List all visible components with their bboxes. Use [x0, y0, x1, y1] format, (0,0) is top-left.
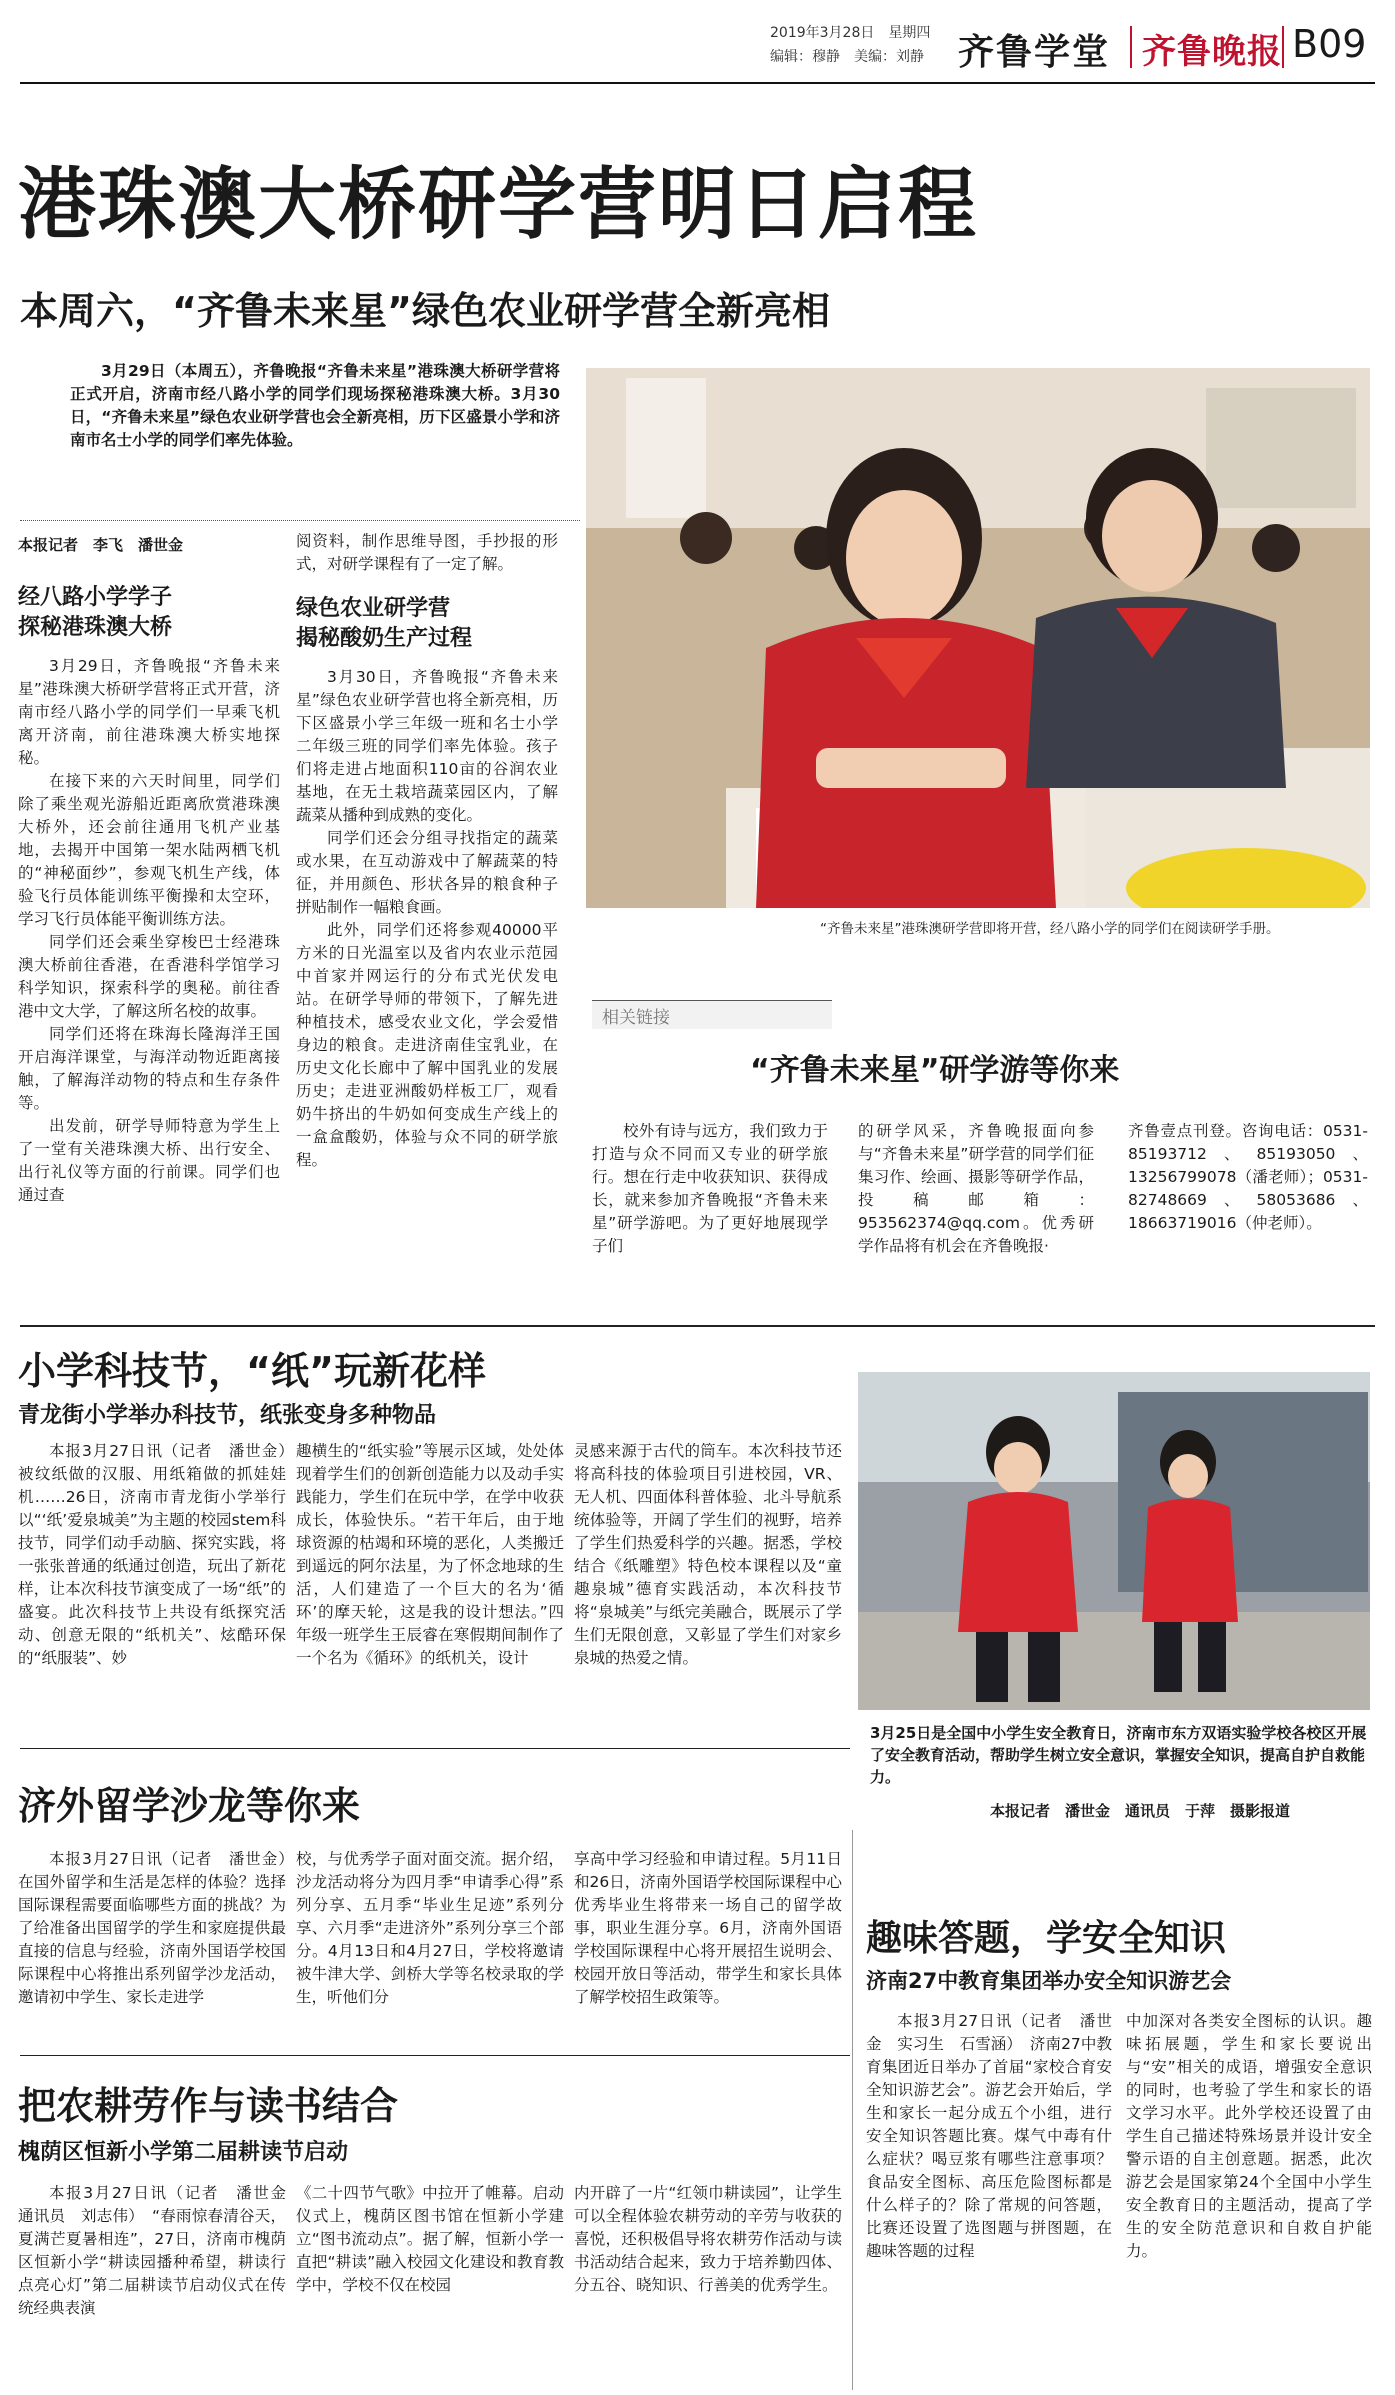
- study-col1: 本报3月27日讯（记者 潘世金） 在国外留学和生活是怎样的体验？选择国际课程需要面临哪些方面的挑战？为了给准备出国留学的学生和家庭提供最直接的信息与经验，济南外国语学校国际课程中心将推出系列留学沙龙活动，邀请初中学生、家长走进学: [18, 1850, 286, 2006]
- paragraph: 同学们还将在珠海长隆海洋王国开启海洋课堂，与海洋动物近距离接触，了解海洋动物的特点和生存条件等。: [18, 1025, 280, 1112]
- safety-col2: 中加深对各类安全图标的认识。趣味拓展题，学生和家长要说出与“安”相关的成语，增强安全意识的同时，也考验了学生和家长的语文学习水平。此外学校还设置了由学生自己描述特殊场景并设计安全警示语的自主创意题。据悉，此次游艺会是国家第24个全国中小学生安全教育日的主题活动，提高了学生的安全防范意识和自救自护能力。: [1126, 2012, 1372, 2260]
- safety-headline: 趣味答题，学安全知识: [866, 1918, 1227, 1959]
- lead-intro: 3月29日（本周五），齐鲁晚报“齐鲁未来星”港珠澳大桥研学营将正式开启，济南市经八路小学的同学们现场探秘港珠澳大桥。3月30日，“齐鲁未来星”绿色农业研学营也会全新亮相，历下区盛景小学和济南市名士小学的同学们率先体验。: [70, 362, 560, 449]
- paragraph: 3月30日，齐鲁晚报“齐鲁未来星”绿色农业研学营也将全新亮相，历下区盛景小学三年级一班和名士小学二年级三班的同学们率先体验。孩子们将走进占地面积110亩的谷润农业基地，在无土栽培蔬菜园区内，了解蔬菜从播种到成熟的变化。: [296, 668, 558, 824]
- related-col3: 齐鲁壹点刊登。咨询电话：0531-85193712、85193050、13256799078（潘老师）；0531-82748669、58053686、18663719016（仲老师）。: [1128, 1122, 1368, 1232]
- study-col2: 校，与优秀学子面对面交流。据介绍，沙龙活动将分为四月季“申请季心得”系列分享、五月季“毕业生足迹”系列分享、六月季“走进济外”系列分享三个部分。4月13日和4月27日，学校将邀请被牛津大学、剑桥大学等名校录取的学生，听他们分: [296, 1850, 564, 2006]
- paragraph: 同学们还会乘坐穿梭巴士经港珠澳大桥前往香港，在香港科学馆学习科学知识，探索科学的奥秘。前往香港中文大学，了解这所名校的故事。: [18, 933, 280, 1020]
- lead-col2: [296, 530, 558, 1315]
- science-col3: 灵感来源于古代的筒车。本次科技节还将高科技的体验项目引进校园，VR、无人机、四面体科普体验、北斗导航系统体验等，开阔了学生们的视野，培养了学生们热爱科学的兴趣。据悉，学校结合《纸雕塑》特色校本课程以及“童趣泉城”德育实践活动，本次科技节将“泉城美”与纸完美融合，既展示了学生们无限创意，又彰显了学生们对家乡泉城的热爱之情。: [574, 1442, 842, 1667]
- reading-col2: 《二十四节气歌》中拉开了帷幕。启动仪式上，槐荫区图书馆在恒新小学建立“图书流动点”。据了解，恒新小学一直把“耕读”融入校园文化建设和教育教学中，学校不仅在校园: [296, 2184, 564, 2294]
- science-headline: 小学科技节，“纸”玩新花样: [18, 1349, 486, 1393]
- safety-subheadline: 济南27中教育集团举办安全知识游艺会: [866, 1969, 1232, 1993]
- classroom-photo: [586, 368, 1370, 908]
- safety-drill-illustration: [858, 1372, 1370, 1710]
- paragraph: 此外，同学们还将参观40000平方米的日光温室以及省内农业示范园中首家并网运行的分布式光伏发电站。在研学导师的带领下，了解先进种植技术，感受农业文化，学会爱惜身边的粮食。走进济南佳宝乳业，在历史文化长廊中了解中国乳业的发展历史；走进亚洲酸奶样板工厂，观看奶牛挤出的牛奶如何变成生产线上的一盒盒酸奶，体验与众不同的研学旅程。: [296, 921, 558, 1169]
- reading-subheadline: 槐荫区恒新小学第二届耕读节启动: [18, 2140, 349, 2165]
- reading-headline: 把农耕劳作与读书结合: [18, 2084, 399, 2128]
- study-col3: 享高中学习经验和申请过程。5月11日和26日，济南外国语学校国际课程中心优秀毕业生将带来一场自己的留学故事，职业生涯分享。6月，济南外国语学校国际课程中心将开展招生说明会、校园开放日等活动，带学生和家长具体了解学校招生政策等。: [574, 1850, 842, 2006]
- lead-photo-caption: “齐鲁未来星”港珠澳研学营即将开营，经八路小学的同学们在阅读研学手册。: [820, 921, 1280, 937]
- paragraph: 同学们还会分组寻找指定的蔬菜或水果，在互动游戏中了解蔬菜的特征，并用颜色、形状各异的粮食种子拼贴制作一幅粮食画。: [296, 829, 558, 916]
- lead-byline: 本报记者 李飞 潘世金: [18, 536, 184, 554]
- lead-headline: 港珠澳大桥研学营明日启程: [18, 160, 979, 250]
- date-line: 2019年3月28日 星期四: [770, 25, 931, 41]
- paragraph: 出发前，研学导师特意为学生上了一堂有关港珠澳大桥、出行安全、出行礼仪等方面的行前课。同学们也通过查: [18, 1117, 280, 1204]
- safety-photo-credit: 本报记者 潘世金 通讯员 于萍 摄影报道: [990, 1802, 1291, 1820]
- classroom-photo-illustration: [586, 368, 1370, 908]
- related-headline: “齐鲁未来星”研学游等你来: [750, 1053, 1120, 1088]
- section-name: 齐鲁学堂: [958, 32, 1111, 73]
- related-tag: 相关链接: [592, 1000, 832, 1029]
- masthead-divider: [1130, 26, 1132, 68]
- section-rule-3: [20, 2055, 850, 2056]
- safety-photo-caption: 3月25日是全国中小学生安全教育日，济南市东方双语实验学校各校区开展了安全教育活动，帮助学生树立安全意识，掌握安全知识，提高自护自救能力。: [870, 1724, 1367, 1786]
- lead-subheadline: 本周六，“齐鲁未来星”绿色农业研学营全新亮相: [20, 289, 830, 333]
- paragraph: 3月29日，齐鲁晚报“齐鲁未来星”港珠澳大桥研学营将正式开营，济南市经八路小学的同学们一早乘飞机离开济南，前往港珠澳大桥实地探秘。: [18, 657, 280, 767]
- reading-col1: 本报3月27日讯（记者 潘世金 通讯员 刘志伟） “春雨惊春清谷天，夏满芒夏暑相连”，27日，济南市槐荫区恒新小学“耕读园播种希望，耕读行点亮心灯”第二届耕读节启动仪式在传统经典表演: [18, 2184, 286, 2317]
- paragraph: 在接下来的六天时间里，同学们除了乘坐观光游船近距离欣赏港珠澳大桥外，还会前往通用飞机产业基地，去揭开中国第一架水陆两栖飞机的“神秘面纱”，参观飞机生产线，体验飞行员体能训练平衡操和太空环，学习飞行员体能平衡训练方法。: [18, 772, 280, 928]
- lead-col1-body: [18, 655, 280, 1207]
- paper-logo: 齐鲁晚报: [1142, 32, 1282, 72]
- study-abroad-headline: 济外留学沙龙等你来: [18, 1784, 361, 1828]
- related-col1: 校外有诗与远方，我们致力于打造与众不同而又专业的研学旅行。想在行走中收获知识、获得成长，就来参加齐鲁晚报“齐鲁未来星”研学游吧。为了更好地展现学子们: [592, 1122, 828, 1255]
- lead-sub2: 绿色农业研学营 揭秘酸奶生产过程: [296, 596, 473, 651]
- page-number: B09: [1292, 22, 1367, 66]
- intro-rule: [20, 520, 580, 521]
- masthead: [0, 0, 1395, 80]
- lead-sub1: 经八路小学学子 探秘港珠澳大桥: [18, 585, 173, 640]
- related-col2: 的研学风采，齐鲁晚报面向参与“齐鲁未来星”研学营的同学们征集习作、绘画、摄影等研学作品，投稿邮箱：953562374@qq.com。优秀研学作品将有机会在齐鲁晚报·: [858, 1122, 1094, 1255]
- column-divider: [852, 1830, 853, 2390]
- masthead-rule: [20, 82, 1375, 84]
- editors-line: 编辑：穆静 美编：刘静: [770, 49, 924, 65]
- section-rule-2: [20, 1748, 850, 1749]
- lead-col1: [18, 530, 280, 1315]
- science-subheadline: 青龙街小学举办科技节，纸张变身多种物品: [18, 1403, 437, 1428]
- science-col2: 趣横生的“纸实验”等展示区域，处处体现着学生们的创新创造能力以及动手实践能力，学生们在玩中学，在学中收获成长，体验快乐。“若干年后，由于地球资源的枯竭和环境的恶化，人类搬迁到遥远的阿尔法星，为了怀念地球的生活，人们建造了一个巨大的名为‘循环’的摩天轮，这是我的设计想法。”四年级一班学生王辰睿在寒假期间制作了一个名为《循环》的纸机关，设计: [296, 1442, 564, 1667]
- reading-col3: 内开辟了一片“红领巾耕读园”，让学生可以全程体验农耕劳动的辛劳与收获的喜悦，还积极倡导将农耕劳作活动与读书活动结合起来，致力于培养勤四体、分五谷、晓知识、行善美的优秀学生。: [574, 2184, 842, 2294]
- section-rule-1: [20, 1325, 1375, 1327]
- safety-drill-photo: [858, 1372, 1370, 1710]
- science-col1: 本报3月27日讯（记者 潘世金） 被纹纸做的汉服、用纸箱做的抓娃娃机……26日，济南市青龙街小学举行以“‘纸’爱泉城美”为主题的校园stem科技节，同学们动手动脑、探究实践，将一张张普通的纸通过创造，玩出了新花样，让本次科技节演变成了一场“纸”的盛宴。此次科技节上共设有纸探究活动、创意无限的“纸机关”、炫酷环保的“纸服装”、妙: [18, 1442, 286, 1667]
- masthead-divider-2: [1282, 26, 1284, 68]
- paragraph: 阅资料，制作思维导图，手抄报的形式，对研学课程有了一定了解。: [296, 532, 558, 573]
- safety-col1: 本报3月27日讯（记者 潘世金 实习生 石雪涵） 济南27中教育集团近日举办了首届“家校合育安全知识游艺会”。游艺会开始后，学生和家长一起分成五个小组，进行安全知识答题比赛。煤气中毒有什么症状？喝豆浆有哪些注意事项？食品安全图标、高压危险图标都是什么样子的？除了常规的问答题，比赛还设置了选图题与拼图题，在趣味答题的过程: [866, 2012, 1112, 2260]
